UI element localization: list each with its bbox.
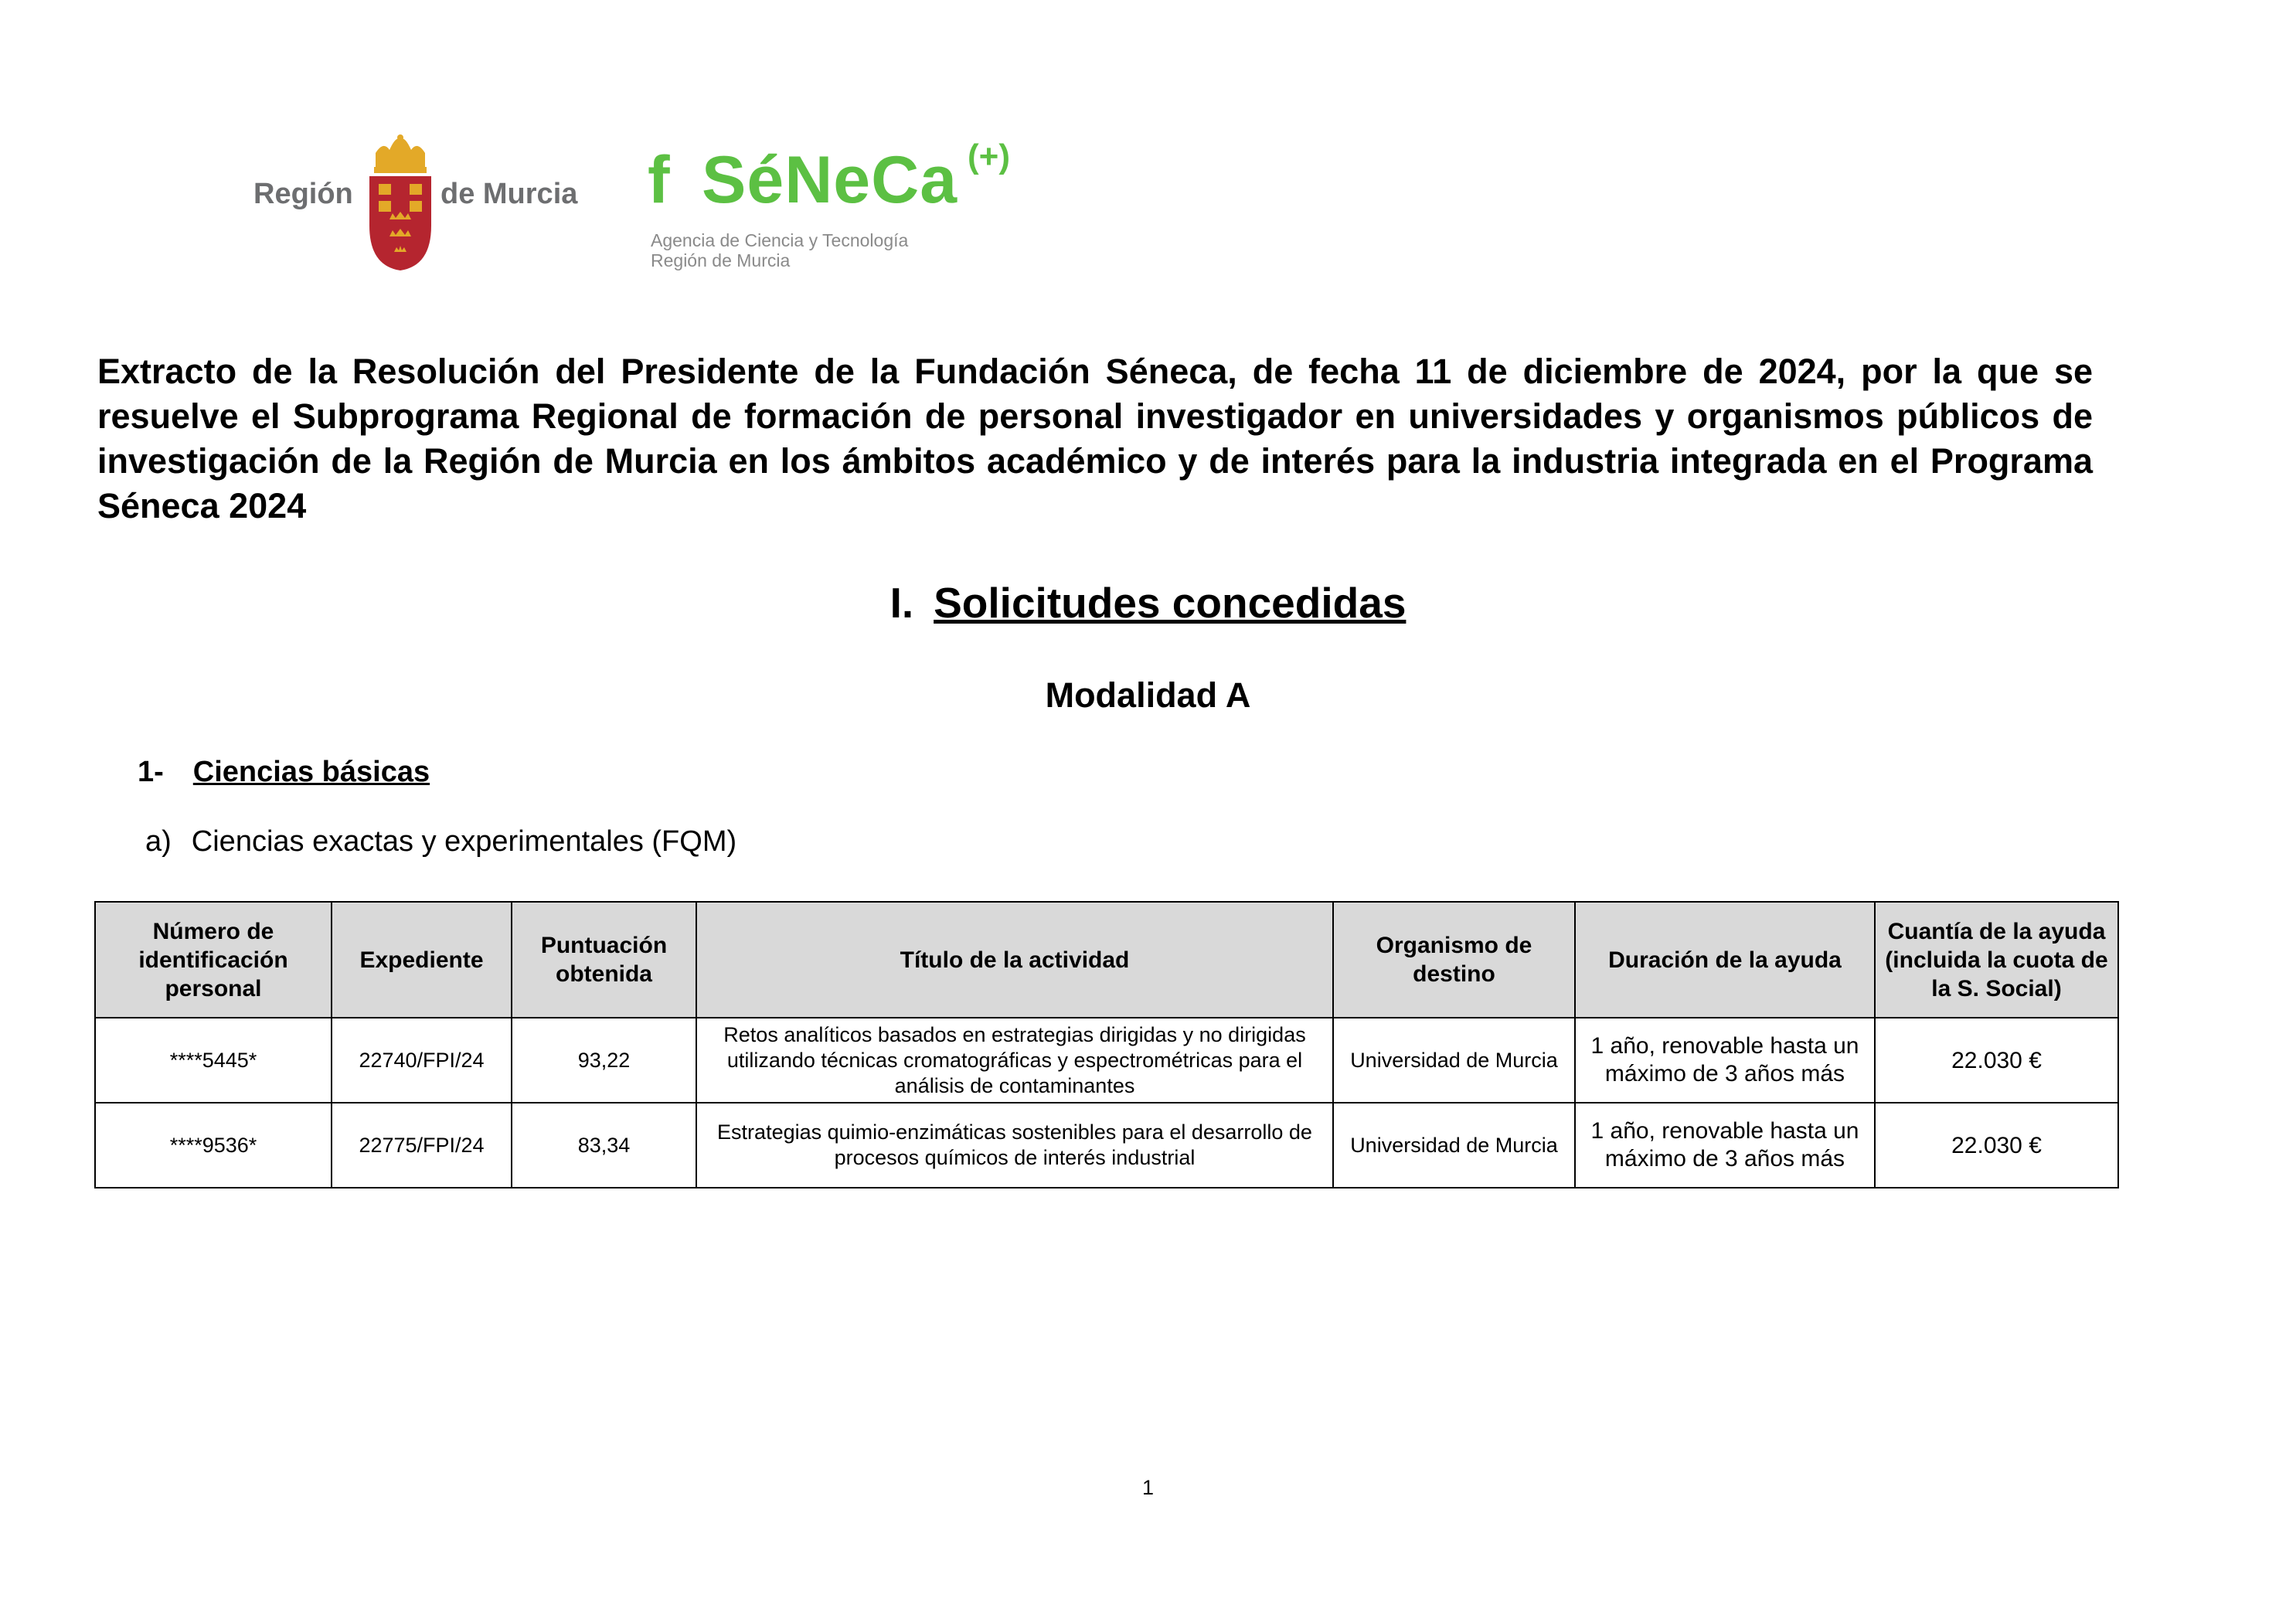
- cell-organismo: Universidad de Murcia: [1333, 1103, 1575, 1188]
- cell-titulo: Estrategias quimio-enzimáticas sostenibles para el desarrollo de procesos químicos de interés industrial: [696, 1103, 1333, 1188]
- subsection-number: 1-: [138, 756, 164, 788]
- header-cuantia: Cuantía de la ayuda (incluida la cuota de la S. Social): [1875, 902, 2118, 1018]
- subsubsection-letter: a): [145, 825, 172, 858]
- section-heading: [0, 578, 2296, 627]
- seneca-logo-subtitle-2: Región de Murcia: [651, 250, 791, 270]
- cell-cuantia: 22.030 €: [1875, 1018, 2118, 1103]
- cell-expediente: 22740/FPI/24: [332, 1018, 512, 1103]
- fundacion-seneca-logo: [648, 138, 1049, 280]
- grants-table: [94, 901, 2119, 1188]
- cell-puntuacion: 83,34: [512, 1103, 696, 1188]
- subsubsection-label: Ciencias exactas y experimentales (FQM): [191, 825, 737, 858]
- region-de-murcia-logo: [253, 133, 594, 272]
- section-label: Solicitudes concedidas: [934, 579, 1407, 627]
- table-header-row: [95, 902, 2118, 1018]
- cell-id: ****5445*: [95, 1018, 332, 1103]
- header-id: Número de identificación personal: [95, 902, 332, 1018]
- logo-de-murcia-text: de Murcia: [440, 178, 578, 210]
- logo-region-text: Región: [253, 178, 353, 210]
- seneca-logo-subtitle-1: Agencia de Ciencia y Tecnología: [651, 230, 909, 250]
- cell-organismo: Universidad de Murcia: [1333, 1018, 1575, 1103]
- cell-titulo: Retos analíticos basados en estrategias dirigidas y no dirigidas utilizando técnicas cromatográficas y espectrométricas para el análisis de contaminantes: [696, 1018, 1333, 1103]
- table-row: [95, 1018, 2118, 1103]
- seneca-logo-prefix: f: [648, 143, 670, 217]
- seneca-logo-plus: (+): [968, 138, 1010, 175]
- cell-id: ****9536*: [95, 1103, 332, 1188]
- section-number: I.: [889, 579, 914, 627]
- header-organismo: Organismo de destino: [1333, 902, 1575, 1018]
- seneca-logo-name: SéNeCa: [702, 143, 958, 217]
- cell-puntuacion: 93,22: [512, 1018, 696, 1103]
- table-row: [95, 1103, 2118, 1188]
- cell-duracion: 1 año, renovable hasta un máximo de 3 años más: [1575, 1018, 1875, 1103]
- subsection-label: Ciencias básicas: [192, 756, 430, 788]
- subsubsection-heading: [145, 825, 736, 859]
- header-expediente: Expediente: [332, 902, 512, 1018]
- cell-duracion: 1 año, renovable hasta un máximo de 3 años más: [1575, 1103, 1875, 1188]
- modalidad-heading: Modalidad A: [1045, 675, 1251, 715]
- cell-cuantia: 22.030 €: [1875, 1103, 2118, 1188]
- page-number: 1: [1141, 1476, 1155, 1499]
- subsection-heading: [138, 756, 430, 789]
- header-titulo: Título de la actividad: [696, 902, 1333, 1018]
- header-puntuacion: Puntuación obtenida: [512, 902, 696, 1018]
- murcia-crest-icon: [362, 133, 439, 272]
- cell-expediente: 22775/FPI/24: [332, 1103, 512, 1188]
- document-title: Extracto de la Resolución del Presidente de la Fundación Séneca, de fecha 11 de diciembre de 2024, por la que se resuelve el Subprograma Regional de formación de personal investigador en universidades y organismos públicos de investigación de la Región de Murcia en los ámbitos académico y de interés para la industria integrada en el Programa Séneca 2024: [97, 352, 2093, 525]
- header-duracion: Duración de la ayuda: [1575, 902, 1875, 1018]
